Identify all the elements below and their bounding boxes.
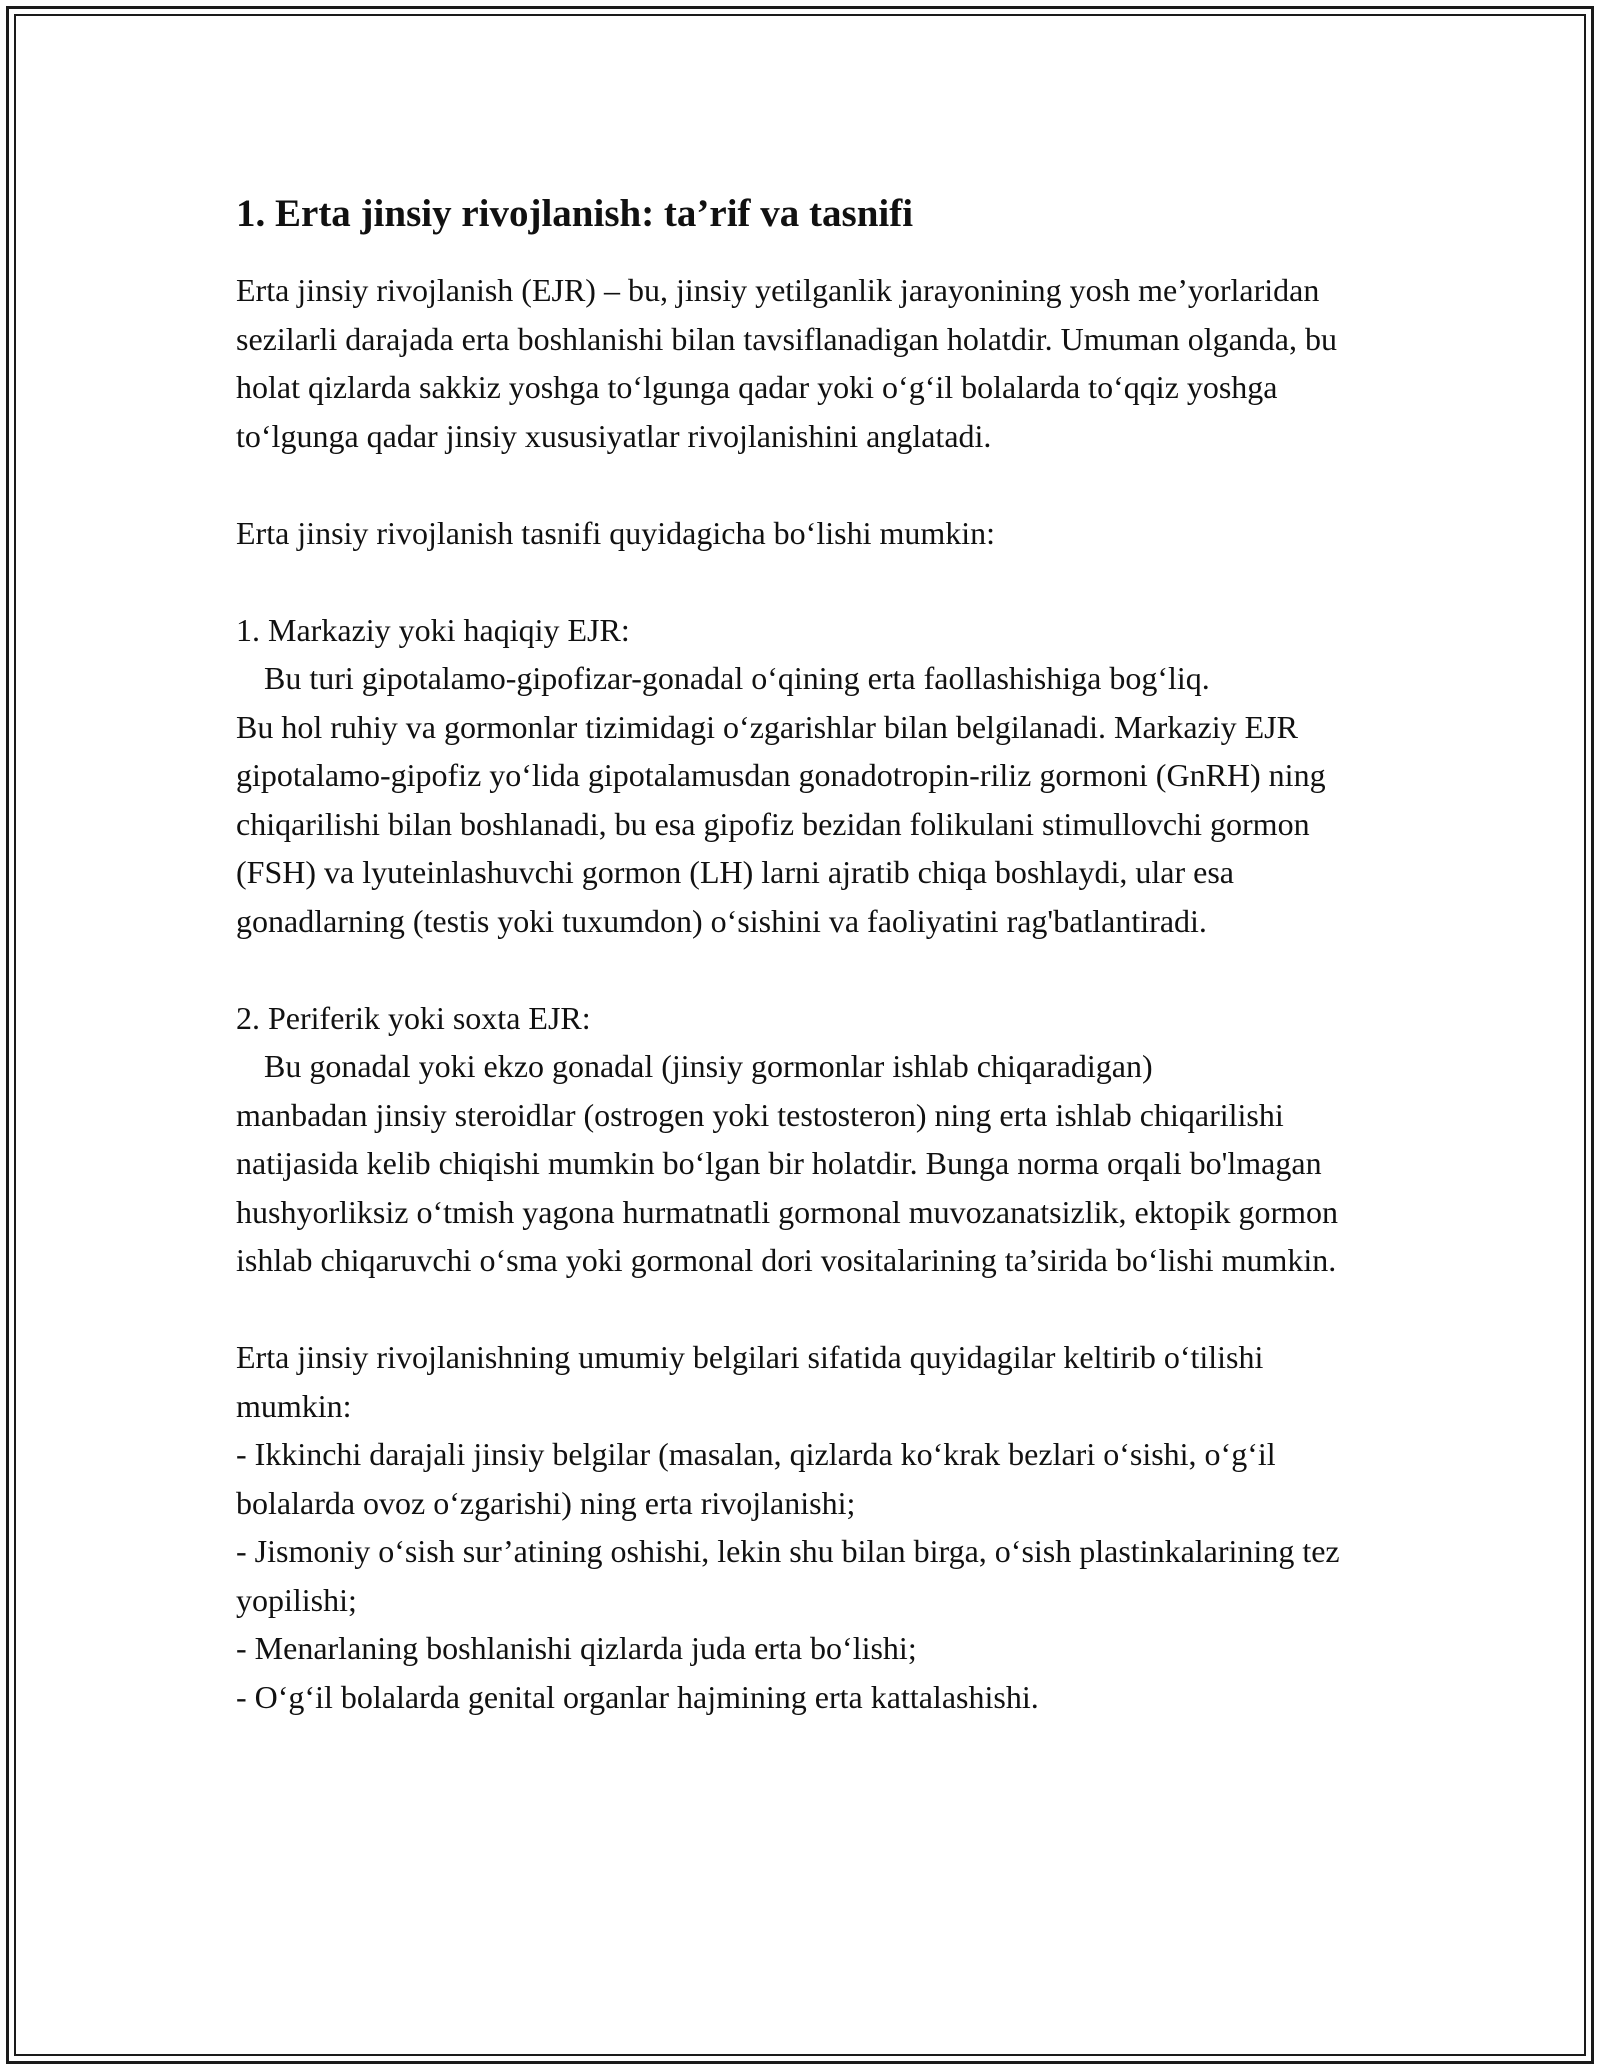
signs-intro: Erta jinsiy rivojlanishning umumiy belgilari sifatida quyidagilar keltirib o‘tilishi mumkin: bbox=[236, 1339, 1264, 1424]
list-item: - Menarlaning boshlanishi qizlarda juda erta bo‘lishi; bbox=[236, 1630, 917, 1666]
document-body bbox=[236, 188, 1386, 1721]
type-first-line: Bu gonadal yoki ekzo gonadal (jinsiy gormonlar ishlab chiqaradigan) bbox=[264, 1048, 1153, 1084]
type-body: manbadan jinsiy steroidlar (ostrogen yoki testosteron) ning erta ishlab chiqarilishi natijasida kelib chiqishi mumkin bo‘lgan bir holatdir. Bunga norma orqali bo'lmagan hushyorliksiz o‘tmish yagona hurmatnatli gormonal muvozanatsizlik, ektopik gormon ishlab chiqaruvchi o‘sma yoki gormonal dori vositalarining ta’sirida bo‘lishi mumkin. bbox=[236, 1096, 1339, 1278]
page-title: 1. Erta jinsiy rivojlanish: ta’rif va tasnifi bbox=[236, 192, 914, 235]
list-item: - Jismoniy o‘sish sur’atining oshishi, lekin shu bilan birga, o‘sish plastinkalarining tez yopilishi; bbox=[236, 1533, 1340, 1618]
type-central bbox=[236, 606, 1386, 946]
signs-list bbox=[236, 1430, 1386, 1721]
list-item: - Ikkinchi darajali jinsiy belgilar (masalan, qizlarda ko‘krak bezlari o‘sishi, o‘g‘il bolalarda ovoz o‘zgarishi) ning erta rivojlanishi; bbox=[236, 1436, 1276, 1521]
type-peripheral bbox=[236, 994, 1386, 1285]
intro-paragraph: Erta jinsiy rivojlanish (EJR) – bu, jinsiy yetilganlik jarayonining yosh me’yorlaridan sezilarli darajada erta boshlanishi bilan tavsiflanadigan holatdir. Umuman olganda, bu holat qizlarda sakkiz yoshga to‘lgunga qadar yoki o‘g‘il bolalarda to‘qqiz yoshga to‘lgunga qadar jinsiy xususiyatlar rivojlanishini anglatadi. bbox=[236, 272, 1337, 454]
paragraph-spacer bbox=[236, 1285, 1386, 1334]
type-first-line: Bu turi gipotalamo-gipofizar-gonadal o‘qining erta faollashishiga bog‘liq. bbox=[264, 660, 1210, 696]
list-item: - O‘g‘il bolalarda genital organlar hajmining erta kattalashishi. bbox=[236, 1678, 1039, 1715]
classification-intro: Erta jinsiy rivojlanish tasnifi quyidagicha bo‘lishi mumkin: bbox=[236, 514, 996, 551]
type-heading: 2. Periferik yoki soxta EJR: bbox=[236, 999, 591, 1036]
type-body: Bu hol ruhiy va gormonlar tizimidagi o‘zgarishlar bilan belgilanadi. Markaziy EJR gipotalamo-gipofiz yo‘lida gipotalamusdan gonadotropin-riliz gormoni (GnRH) ning chiqarilishi bilan boshlanadi, bu esa gipofiz bezidan folikulani stimullovchi gormon (FSH) va lyuteinlashuvchi gormon (LH) larni ajratib chiqa boshlaydi, ular esa gonadlarning (testis yoki tuxumdon) o‘sishini va faoliyatini rag'batlantiradi. bbox=[236, 708, 1326, 939]
paragraph-spacer bbox=[236, 557, 1386, 606]
type-heading: 1. Markaziy yoki haqiqiy EJR: bbox=[236, 611, 630, 648]
paragraph-spacer bbox=[236, 945, 1386, 994]
paragraph-spacer bbox=[236, 460, 1386, 509]
